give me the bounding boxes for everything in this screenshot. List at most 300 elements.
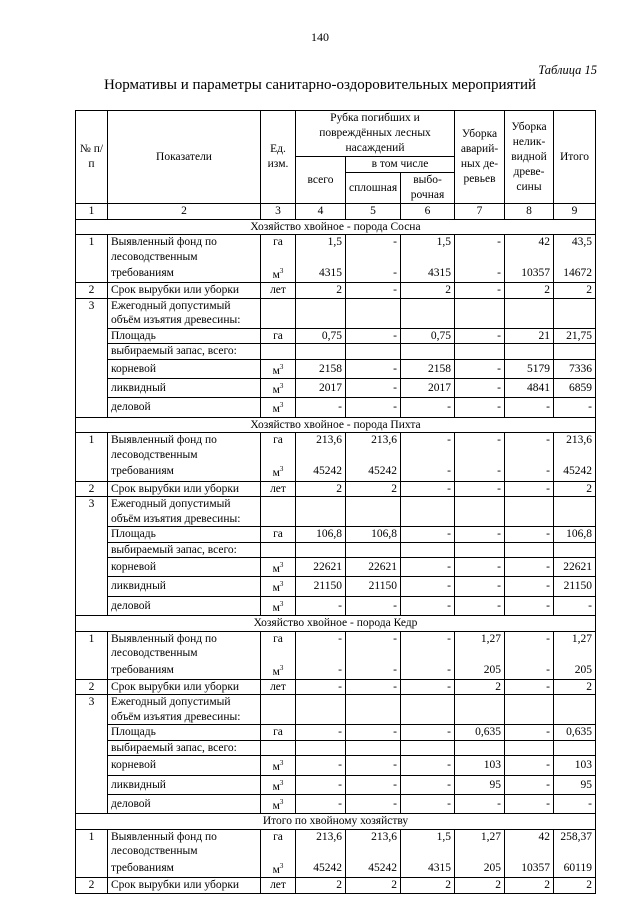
value-cell: - [296,398,346,417]
value-cell: 1,5 [296,235,346,250]
unit-m: м [272,383,280,396]
section-title: Хозяйство хвойное - порода Сосна [76,219,596,235]
value-cell: 4315 [401,264,455,283]
unit-text: лет [270,482,286,495]
empty-cell [455,250,505,265]
empty-cell [505,344,554,360]
value-cell: 21150 [346,577,401,596]
empty-cell [505,710,554,725]
value-cell: - [401,433,455,448]
value-cell: 22621 [346,558,401,577]
value-cell: - [401,596,455,615]
unit-text: лет [270,284,286,297]
value-cell: - [346,328,401,344]
table-row [76,542,596,558]
unit-text: лет [270,680,286,693]
table-body [76,219,596,893]
unit-text: га [273,528,283,541]
table-row [76,661,596,680]
unit-cell [261,829,296,844]
value-cell: 213,6 [346,433,401,448]
value-cell: - [346,725,401,741]
empty-cell [296,646,346,661]
empty-cell [296,313,346,328]
empty-cell [401,298,455,313]
value-cell: 2158 [296,359,346,378]
value-cell: 42 [505,235,554,250]
empty-cell [505,313,554,328]
table-row [76,264,596,283]
value-cell: 0,635 [554,725,596,741]
value-cell: - [296,795,346,814]
indicator-label: ликвидный [108,775,261,794]
value-cell: 2 [554,878,596,894]
value-cell: - [505,756,554,775]
row-number: 1 [76,433,108,481]
unit-text: га [273,236,283,248]
empty-cell [401,695,455,710]
value-cell: 213,6 [346,829,401,844]
empty-cell [401,710,455,725]
value-cell: 4315 [401,859,455,878]
table-row [76,695,596,710]
unit-cell [261,542,296,558]
value-cell: - [505,679,554,695]
row-number: 1 [76,235,108,283]
unit-m: м [272,601,280,614]
empty-cell [296,740,346,756]
unit-cell [261,596,296,615]
table-row [76,740,596,756]
table-row [76,577,596,596]
value-cell: - [554,398,596,417]
indicator-label: объём изъятия древесины: [108,710,261,725]
unit-cell [261,328,296,344]
unit-cell [261,448,296,463]
table-row [76,328,596,344]
value-cell: 2158 [401,359,455,378]
unit-sup: 3 [279,580,284,589]
value-cell: 205 [455,661,505,680]
value-cell: - [346,235,401,250]
indicator-label: ликвидный [108,379,261,398]
empty-cell [554,695,596,710]
value-cell: - [505,398,554,417]
row-number: 2 [76,679,108,695]
value-cell: - [401,631,455,646]
value-cell: 2017 [296,379,346,398]
value-cell: 103 [455,756,505,775]
value-cell: - [455,235,505,250]
value-cell: - [401,577,455,596]
value-cell: 10357 [505,859,554,878]
empty-cell [346,344,401,360]
header-felling: Рубка погибших и повреждённых лесных насаждений [296,111,455,157]
value-cell: 2 [296,283,346,299]
unit-sup: 3 [279,382,284,391]
empty-cell [401,740,455,756]
value-cell: 2 [554,679,596,695]
table-row [76,527,596,543]
value-cell: 5179 [505,359,554,378]
unit-m: м [272,665,280,678]
empty-cell [401,344,455,360]
value-cell: 4315 [296,264,346,283]
value-cell: - [455,359,505,378]
unit-cell [261,298,296,313]
page-number: 140 [311,30,329,44]
value-cell: 2 [401,283,455,299]
unit-m: м [272,863,280,876]
indicator-label: требованиям [108,462,261,481]
table-row [76,844,596,859]
value-cell: 43,5 [554,235,596,250]
empty-cell [346,542,401,558]
unit-text: га [273,434,283,447]
unit-cell [261,710,296,725]
empty-cell [554,250,596,265]
empty-cell [554,740,596,756]
unit-m: м [272,364,280,377]
value-cell: - [346,398,401,417]
value-cell: - [296,596,346,615]
unit-cell [261,740,296,756]
row-number: 2 [76,481,108,497]
unit-cell [261,512,296,527]
value-cell: - [401,462,455,481]
value-cell: - [346,631,401,646]
unit-cell [261,661,296,680]
value-cell: 213,6 [554,433,596,448]
indicator-label: ликвидный [108,577,261,596]
empty-cell [455,646,505,661]
value-cell: - [455,577,505,596]
section-header-row [76,219,596,235]
value-cell: - [505,631,554,646]
header-including: в том числе [346,157,455,173]
empty-cell [455,740,505,756]
empty-cell [346,448,401,463]
empty-cell [505,298,554,313]
header-unit: Ед. изм. [261,111,296,204]
table-row [76,283,596,299]
unit-m: м [272,467,280,480]
unit-m: м [272,761,280,774]
unit-m: м [272,582,280,595]
indicator-label: корневой [108,359,261,378]
indicator-label: деловой [108,795,261,814]
table-row [76,298,596,313]
value-cell: 45242 [554,462,596,481]
empty-cell [296,844,346,859]
column-number: 1 [76,204,108,220]
indicator-label: Ежегодный допустимый [108,695,261,710]
unit-cell [261,631,296,646]
table-row [76,558,596,577]
value-cell: - [296,756,346,775]
value-cell: 2 [554,481,596,497]
norms-table [75,110,596,894]
unit-cell [261,235,296,250]
empty-cell [505,497,554,512]
value-cell: - [401,795,455,814]
indicator-label: Площадь [108,725,261,741]
value-cell: - [401,481,455,497]
value-cell: - [505,558,554,577]
value-cell: - [346,795,401,814]
empty-cell [346,512,401,527]
unit-sup: 3 [279,663,284,672]
empty-cell [401,646,455,661]
value-cell: 103 [554,756,596,775]
value-cell: 2017 [401,379,455,398]
indicator-label: Выявленный фонд по [108,235,261,250]
value-cell: 2 [401,878,455,894]
value-cell: 2 [455,878,505,894]
indicator-label: Ежегодный допустимый [108,298,261,313]
value-cell: 95 [554,775,596,794]
empty-cell [505,250,554,265]
value-cell: - [505,775,554,794]
unit-m: м [272,799,280,812]
section-header-row [76,814,596,830]
empty-cell [505,512,554,527]
unit-sup: 3 [279,267,284,275]
table-row [76,250,596,265]
header-felling-total: всего [296,157,346,204]
table-row [76,359,596,378]
empty-cell [296,448,346,463]
value-cell: 205 [554,661,596,680]
indicator-label: Срок вырубки или уборки [108,481,261,497]
table-row [76,481,596,497]
indicator-label: лесоводственным [108,646,261,661]
value-cell: - [401,558,455,577]
empty-cell [554,313,596,328]
indicator-label: Площадь [108,527,261,543]
empty-cell [296,710,346,725]
value-cell: 258,37 [554,829,596,844]
value-cell: - [455,398,505,417]
value-cell: 205 [455,859,505,878]
empty-cell [346,695,401,710]
row-number: 2 [76,283,108,299]
empty-cell [455,695,505,710]
row-number: 3 [76,298,108,417]
value-cell: 106,8 [346,527,401,543]
indicator-label: корневой [108,756,261,775]
indicator-label: объём изъятия древесины: [108,512,261,527]
section-title: Хозяйство хвойное - порода Пихта [76,417,596,433]
table-row [76,497,596,512]
empty-cell [455,542,505,558]
value-cell: - [401,527,455,543]
value-cell: - [346,379,401,398]
value-cell: 2 [455,679,505,695]
header-clear: сплошная [346,173,401,204]
value-cell: - [455,527,505,543]
table-row [76,596,596,615]
empty-cell [505,646,554,661]
unit-cell [261,481,296,497]
empty-cell [554,448,596,463]
indicator-label: требованиям [108,264,261,283]
value-cell: - [296,725,346,741]
empty-cell [554,844,596,859]
empty-cell [505,844,554,859]
value-cell: 45242 [296,462,346,481]
unit-cell [261,859,296,878]
value-cell: - [401,775,455,794]
value-cell: 0,635 [455,725,505,741]
value-cell: - [346,596,401,615]
empty-cell [455,298,505,313]
indicator-label: Срок вырубки или уборки [108,283,261,299]
unit-m: м [272,268,280,281]
empty-cell [401,542,455,558]
column-number: 5 [346,204,401,220]
empty-cell [455,497,505,512]
empty-cell [455,710,505,725]
unit-cell [261,775,296,794]
value-cell: 1,5 [401,829,455,844]
value-cell: - [346,264,401,283]
value-cell: - [505,661,554,680]
section-title: Итого по хвойному хозяйству [76,814,596,830]
unit-m: м [272,403,280,416]
empty-cell [346,740,401,756]
empty-cell [346,497,401,512]
empty-cell [455,844,505,859]
value-cell: 45242 [346,859,401,878]
empty-cell [346,844,401,859]
header-selective: выбо-рочная [401,173,455,204]
column-number: 9 [554,204,596,220]
value-cell: - [296,775,346,794]
value-cell: - [455,596,505,615]
unit-text: га [273,329,283,342]
table-row [76,829,596,844]
table-title: Нормативы и параметры санитарно-оздоровительных мероприятий [103,77,537,93]
empty-cell [346,710,401,725]
value-cell: - [505,725,554,741]
value-cell: 2 [505,878,554,894]
unit-text: га [273,632,283,645]
value-cell: 4841 [505,379,554,398]
column-number: 3 [261,204,296,220]
table-row [76,775,596,794]
unit-sup: 3 [279,561,284,570]
value-cell: - [296,631,346,646]
empty-cell [296,344,346,360]
value-cell: 2 [296,878,346,894]
value-cell: - [505,481,554,497]
table-row [76,859,596,878]
empty-cell [401,448,455,463]
value-cell: 2 [346,878,401,894]
table-number: Таблица 15 [538,63,597,77]
empty-cell [554,710,596,725]
indicator-label: объём изъятия древесины: [108,313,261,328]
empty-cell [401,250,455,265]
unit-cell [261,264,296,283]
value-cell: 45242 [296,859,346,878]
value-cell: 2 [296,481,346,497]
value-cell: 2 [346,481,401,497]
table-row [76,235,596,250]
unit-sup: 3 [279,778,284,787]
empty-cell [505,448,554,463]
unit-sup: 3 [279,465,284,474]
empty-cell [554,497,596,512]
value-cell: 1,27 [455,829,505,844]
indicator-label: требованиям [108,859,261,878]
empty-cell [455,512,505,527]
empty-cell [346,313,401,328]
value-cell: - [505,795,554,814]
unit-cell [261,844,296,859]
value-cell: 1,27 [455,631,505,646]
value-cell: - [346,756,401,775]
empty-cell [401,512,455,527]
value-cell: 7336 [554,359,596,378]
empty-cell [554,542,596,558]
value-cell: 60119 [554,859,596,878]
value-cell: - [401,679,455,695]
value-cell: - [455,481,505,497]
value-cell: - [455,379,505,398]
value-cell: 213,6 [296,829,346,844]
indicator-label: Выявленный фонд по [108,433,261,448]
unit-m: м [272,780,280,793]
unit-m: м [272,562,280,575]
row-number: 1 [76,631,108,679]
unit-text: лет [270,879,286,892]
unit-cell [261,646,296,661]
empty-cell [346,646,401,661]
value-cell: - [401,398,455,417]
value-cell: - [455,283,505,299]
table-row [76,313,596,328]
table-row [76,398,596,417]
value-cell: - [401,661,455,680]
header-indicators: Показатели [108,111,261,204]
header-nonliquid: Уборка нелик-видной древе-сины [505,111,554,204]
value-cell: - [554,795,596,814]
value-cell: - [296,679,346,695]
unit-sup: 3 [279,401,284,410]
table-row [76,679,596,695]
unit-cell [261,558,296,577]
value-cell: 45242 [346,462,401,481]
empty-cell [554,298,596,313]
unit-cell [261,250,296,265]
unit-cell [261,679,296,695]
value-cell: 21150 [554,577,596,596]
empty-cell [401,844,455,859]
column-number: 8 [505,204,554,220]
value-cell: - [455,795,505,814]
row-number: 1 [76,829,108,877]
unit-cell [261,527,296,543]
column-number: 4 [296,204,346,220]
row-number: 2 [76,878,108,894]
unit-cell [261,359,296,378]
value-cell: 21,75 [554,328,596,344]
value-cell: - [505,433,554,448]
value-cell: - [296,661,346,680]
column-numbers-row [76,204,596,220]
